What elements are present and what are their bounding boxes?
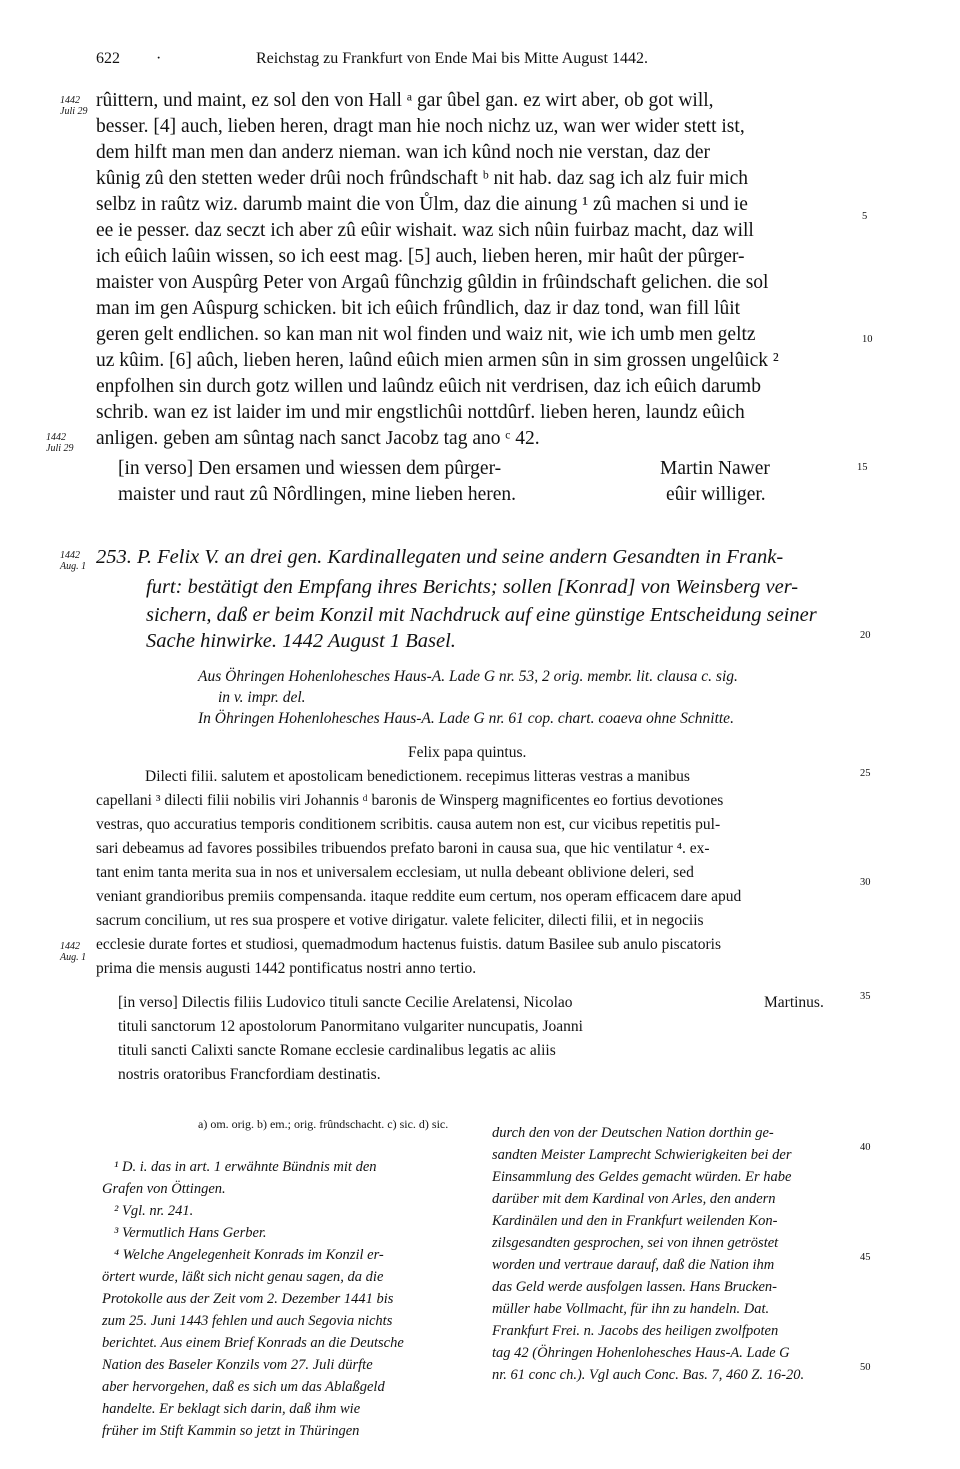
footnote-line: örtert wurde, läßt sich nicht genau sagen, da die — [102, 1269, 384, 1285]
margin-date-juli-29-b: 1442 Juli 29 — [46, 432, 74, 454]
footnote-line: Protokolle aus der Zeit vom 2. Dezember 1441 bis — [102, 1291, 394, 1307]
footnote-line: ² Vgl. nr. 241. — [114, 1203, 194, 1219]
footnote-line: aber hervorgehen, daß es sich um das Ablaßgeld — [102, 1379, 385, 1395]
entry-heading-line: 253. P. Felix V. an drei gen. Kardinallegaten und seine andern Gesandten in Frank- — [96, 546, 784, 568]
footnote-line: zum 25. Juni 1443 fehlen und auch Segovia nichts — [102, 1313, 393, 1329]
latin-line: vestras, quo accuratius temporis conditionem scribitis. causa autem non est, cur vicibus repetitis pul- — [96, 816, 721, 833]
verso-address-line: nostris oratoribus Francfordiam destinatis. — [118, 1066, 381, 1083]
verso-address-line: tituli sancti Calixti sancte Romane ecclesie cardinalibus legatis ac aliis — [118, 1042, 556, 1059]
line-number: 40 — [860, 1142, 871, 1153]
footnote-line: Grafen von Öttingen. — [102, 1181, 226, 1197]
footnote-line: früher im Stift Kammin so jetzt in Thüringen — [102, 1423, 360, 1439]
line-number: 10 — [862, 334, 873, 345]
latin-line: veniant grandioribus premiis compensanda. itaque reddite eum certum, nos operam efficacem dare apud — [96, 888, 742, 905]
letter-line: ich eûich laûin wissen, so ich eest mag. [5] auch, lieben heren, mir haût der pûrger- — [96, 246, 745, 267]
footnote-line: berichtet. Aus einem Brief Konrads an die Deutsche — [102, 1335, 404, 1351]
letter-line: anligen. geben am sûntag nach sanct Jacobz tag ano ᶜ 42. — [96, 428, 540, 449]
margin-date-aug-1-b: 1442 Aug. 1 — [60, 941, 87, 963]
letter-line: man im gen Aûspurg schicken. bit ich eûich frûndlich, daz ir daz tond, wan fill lûit — [96, 298, 741, 319]
line-number: 45 — [860, 1252, 871, 1263]
letter-line: selbz in raûtz wiz. darumb maint die von Ůlm, daz die ainung ¹ zû machen si und ie — [96, 194, 748, 215]
footnote-line: Frankfurt Frei. n. Jacobs des heiligen zwolfpoten — [492, 1323, 779, 1339]
letter-line: schrib. wan ez ist laider im und mir engstlichûi nottdûrf. lieben heren, laundz eûich — [96, 402, 745, 423]
footnote-line: zilsgesandten gesprochen, sei von ihnen getröstet — [492, 1235, 779, 1251]
line-number: 20 — [860, 630, 871, 641]
verso-address-line: maister und raut zû Nôrdlingen, mine lieben heren. — [118, 484, 516, 505]
header-separator: · — [156, 50, 162, 67]
line-number: 25 — [860, 768, 871, 779]
line-number: 50 — [860, 1362, 871, 1373]
latin-line: sacrum concilium, ut res sua prospere et votive dirigatur. valete feliciter, dilecti filii, et in negociis — [96, 912, 704, 929]
latin-line: tant enim tanta merita sua in nos et universalem ecclesiam, ut nulla debeant oblivione deleri, sed — [96, 864, 694, 881]
margin-date-juli-29: 1442 Juli 29 — [60, 95, 88, 117]
footnote-line: Einsammlung des Geldes gemacht würden. Er habe — [492, 1169, 792, 1185]
verso-address-line: tituli sanctorum 12 apostolorum Panormitano vulgariter nuncupatis, Joanni — [118, 1018, 583, 1035]
signature-name: Martin Nawer — [660, 458, 770, 479]
footnote-line: handelte. Er beklagt sich darin, daß ihm wie — [102, 1401, 361, 1417]
source-line: In Öhringen Hohenlohesches Haus-A. Lade G nr. 61 cop. chart. coaeva ohne Schnitte. — [198, 710, 734, 727]
line-number: 35 — [860, 991, 871, 1002]
line-number: 15 — [857, 462, 868, 473]
running-title: Reichstag zu Frankfurt von Ende Mai bis Mitte August 1442. — [256, 50, 648, 67]
entry-heading-line: sichern, daß er beim Konzil mit Nachdruck auf eine günstige Entscheidung seiner — [146, 604, 817, 626]
latin-line: sari debeamus ad favores possibiles tribuendos prefato baroni in causa sua, que hic ventilatur ⁴. ex- — [96, 840, 710, 857]
line-number: 5 — [862, 211, 868, 222]
running-header — [96, 50, 648, 68]
letter-line: dem hilft man men dan anderz nieman. wan ich kûnd noch nie verstan, daz der — [96, 142, 711, 163]
footnote-line: ³ Vermutlich Hans Gerber. — [114, 1225, 267, 1241]
margin-date-aug-1: 1442 Aug. 1 — [60, 550, 87, 572]
letter-line: geren gelt endlichen. so kan man nit wol finden und waiz nit, wie ich umb men geltz — [96, 324, 756, 345]
latin-line: ecclesie durate fortes et studiosi, quemadmodum hactenus fuistis. datum Basilee sub anulo piscatoris — [96, 936, 722, 953]
letter-line: rûittern, und maint, ez sol den von Hall ᵃ gar ûbel gan. ez wirt aber, ob got will, — [96, 90, 714, 111]
letter-line: kûnig zû den stetten weder drûi noch frûndschaft ᵇ nit hab. daz sag ich alz fuir mich — [96, 168, 749, 189]
footnote-line: müller habe Vollmacht, für ihn zu handeln. Dat. — [492, 1301, 770, 1317]
latin-line: prima die mensis augusti 1442 pontificatus nostri anno tertio. — [96, 960, 477, 977]
footnote-line: ¹ D. i. das in art. 1 erwähnte Bündnis mit den — [114, 1159, 377, 1175]
entry-heading-line: furt: bestätigt den Empfang ihres Berichts; sollen [Konrad] von Weinsberg ver- — [146, 576, 799, 598]
latin-line: capellani ³ dilecti filii nobilis viri Johannis ᵈ baronis de Winsperg magnificentes eo fortius devotiones — [96, 792, 724, 809]
line-number: 30 — [860, 877, 871, 888]
latin-line: Dilecti filii. salutem et apostolicam benedictionem. recepimus litteras vestras a manibus — [145, 768, 690, 785]
verso-address-line: [in verso] Den ersamen und wiessen dem pûrger- — [118, 458, 502, 479]
footnote-line: nr. 61 conc ch.). Vgl auch Conc. Bas. 7, 460 Z. 16-20. — [492, 1367, 805, 1383]
footnote-line: Nation des Baseler Konzils vom 27. Juli dürfte — [102, 1357, 373, 1373]
letter-line: besser. [4] auch, lieben heren, dragt man hie noch nichz uz, wan wer wider stett ist, — [96, 116, 745, 137]
footnote-line: ⁴ Welche Angelegenheit Konrads im Konzil er- — [114, 1247, 384, 1263]
footnote-line: sandten Meister Lamprecht Schwierigkeiten bei der — [492, 1147, 792, 1163]
signature-closing: eûir williger. — [666, 484, 766, 505]
letter-line: uz kûim. [6] aûch, lieben heren, laûnd eûich mien armen sûn in sim grossen ungelûick ² — [96, 350, 779, 371]
footnote-line: tag 42 (Öhringen Hohenlohesches Haus-A. Lade G — [492, 1345, 790, 1361]
footnote-line: das Geld werde ausfolgen lassen. Hans Brucken- — [492, 1279, 777, 1295]
salutation-head: Felix papa quintus. — [408, 744, 527, 761]
verso-address-line: [in verso] Dilectis filiis Ludovico tituli sancte Cecilie Arelatensi, Nicolao — [118, 994, 573, 1011]
letter-line: ee ie pesser. daz seczt ich aber zû eûir wishait. waz sich nûin fuirbaz macht, daz will — [96, 220, 754, 241]
source-line: Aus Öhringen Hohenlohesches Haus-A. Lade G nr. 53, 2 orig. membr. lit. clausa c. sig. — [198, 668, 738, 685]
footnote-line: worden und vertraue darauf, daß die Nation ihm — [492, 1257, 775, 1273]
footnote-line: Kardinälen und den in Frankfurt weilenden Kon- — [492, 1213, 778, 1229]
entry-heading-line: Sache hinwirke. 1442 August 1 Basel. — [146, 630, 456, 652]
page-number: 622 — [96, 50, 120, 67]
footnote-line: darüber mit dem Kardinal von Arles, den andern — [492, 1191, 776, 1207]
letter-line: enpfolhen sin durch gotz willen und laûndz eûich nit verdrisen, daz ich eûich darumb — [96, 376, 761, 397]
source-line: in v. impr. del. — [218, 689, 306, 706]
signature-name: Martinus. — [764, 994, 824, 1011]
footnote-line: durch den von der Deutschen Nation dorthin ge- — [492, 1125, 774, 1141]
letter-line: maister von Auspûrg Peter von Argaû fûnchzig gûldin in frûindschaft gelichen. die sol — [96, 272, 769, 293]
critical-apparatus: a) om. orig. b) em.; orig. frûndschacht. c) sic. d) sic. — [198, 1117, 449, 1131]
